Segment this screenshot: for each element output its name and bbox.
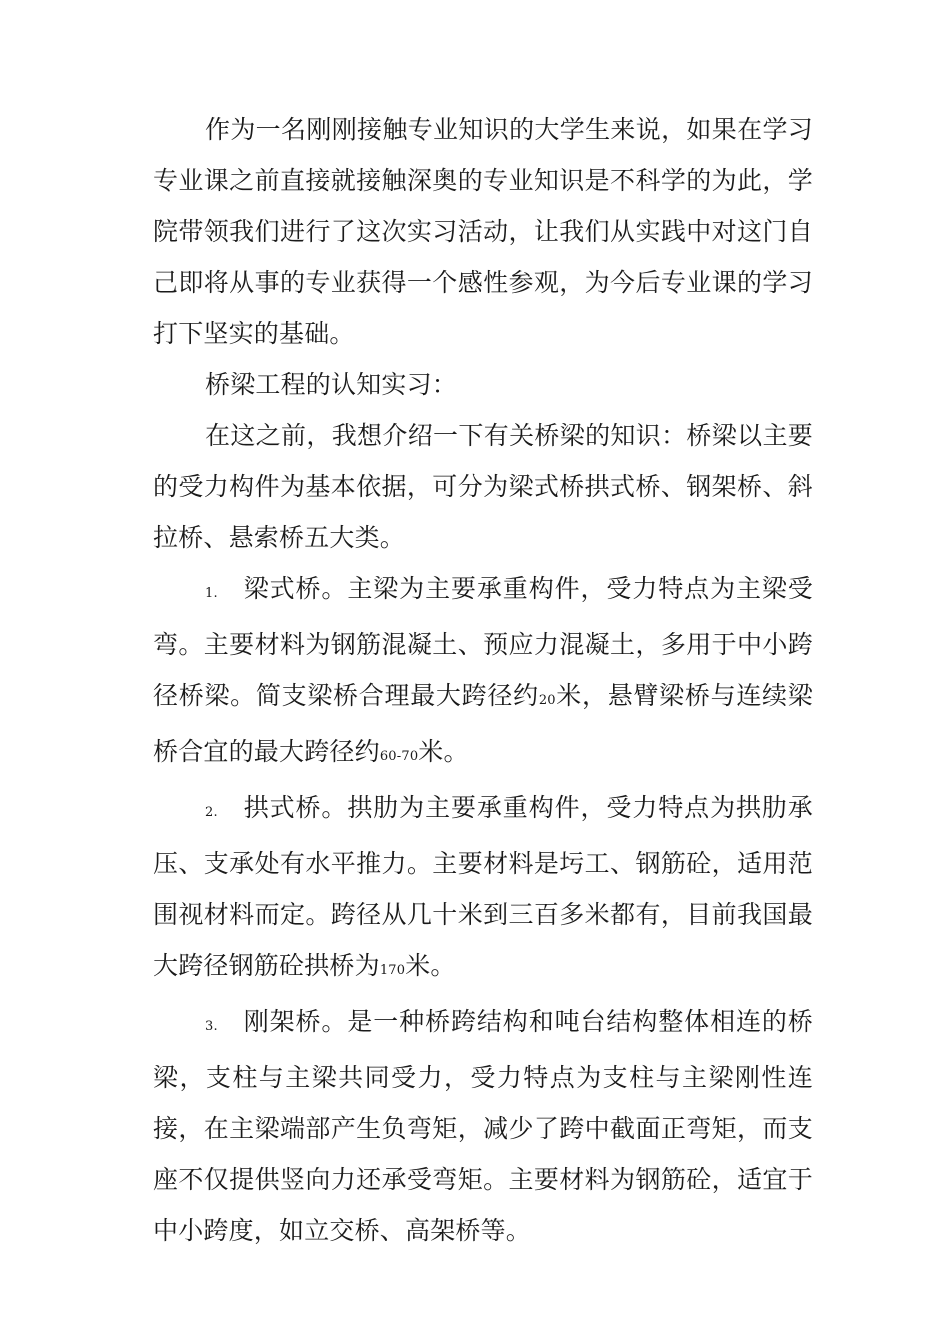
list-item-rigid-frame-bridge (153, 996, 813, 1256)
list-item-arch-bridge (153, 782, 813, 996)
span-value: 170 (379, 963, 406, 978)
bridge-types-paragraph: 在这之前，我想介绍一下有关桥梁的知识：桥梁以主要的受力构件为基本依据，可分为梁式桥拱式桥、钢架桥、斜拉桥、悬索桥五大类。 (153, 421, 813, 552)
list-text: 米。 (405, 951, 456, 980)
list-text: 米。 (418, 737, 469, 766)
list-number: 2. (205, 805, 218, 820)
list-text: 梁式桥。主梁为主要承重构件，受力特点为主梁受弯。主要材料为钢筋混凝土、预应力混凝土，多用于中小跨径桥梁。简支梁桥合理最大跨径约 (153, 574, 813, 710)
section-heading: 桥梁工程的认知实习： (205, 370, 458, 399)
document-body (153, 104, 813, 1256)
intro-paragraph: 作为一名刚刚接触专业知识的大学生来说，如果在学习专业课之前直接就接触深奥的专业知识是不科学的为此，学院带领我们进行了这次实习活动，让我们从实践中对这门自己即将从事的专业获得一个感性参观，为今后专业课的学习打下坚实的基础。 (153, 115, 813, 348)
list-number: 1. (205, 586, 218, 601)
list-item-beam-bridge (153, 563, 813, 782)
list-text: 米，悬臂梁桥与连续梁桥合宜的最大跨径约 (153, 681, 813, 766)
list-number: 3. (205, 1019, 218, 1034)
list-text: 刚架桥。是一种桥跨结构和吨台结构整体相连的桥梁，支柱与主梁共同受力，受力特点为支柱与主梁刚性连接，在主梁端部产生负弯矩，减少了跨中截面正弯矩，而支座不仅提供竖向力还承受弯矩。主要材料为钢筋砼，适宜于中小跨度，如立交桥、高架桥等。 (153, 1007, 813, 1245)
span-value: 60-70 (379, 749, 419, 764)
span-value: 20 (538, 693, 556, 708)
list-text: 拱式桥。拱肋为主要承重构件，受力特点为拱肋承压、支承处有水平推力。主要材料是圬工、钢筋砼，适用范围视材料而定。跨径从几十米到三百多米都有，目前我国最大跨径钢筋砼拱桥为 (153, 793, 813, 980)
